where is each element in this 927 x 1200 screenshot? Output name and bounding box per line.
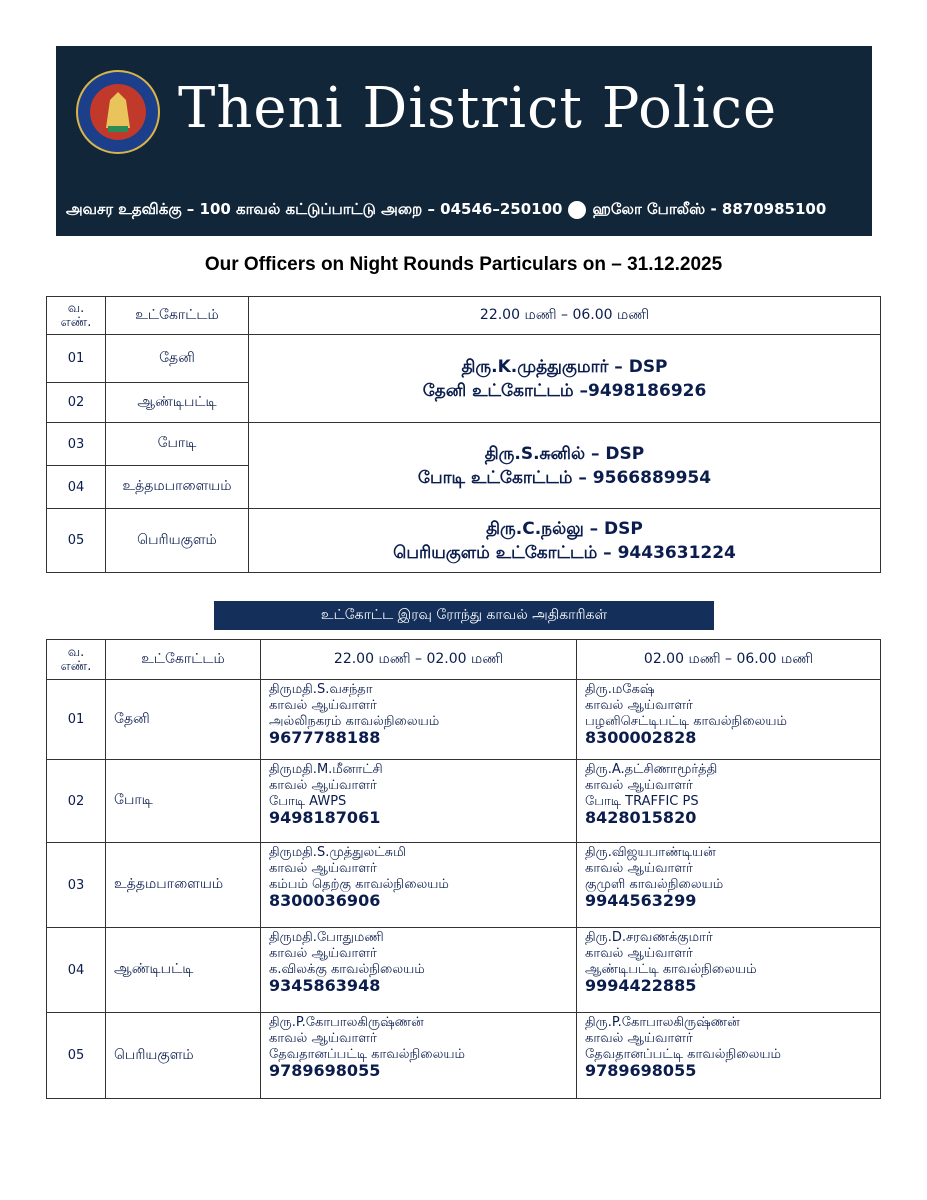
dsp-name: திரு.K.முத்துகுமார் – DSP [461, 356, 668, 377]
table-row [47, 680, 881, 760]
officer-cell-shift-1 [261, 680, 577, 760]
officer-rank: காவல் ஆய்வாளர் [269, 1031, 377, 1046]
officer-phone: 8300002828 [585, 728, 697, 747]
subdivision-cell: உத்தமபாளையம் [106, 843, 261, 928]
sno-cell: 04 [47, 928, 106, 1013]
header-shift-2: 02.00 மணி – 06.00 மணி [577, 640, 881, 680]
officer-station: குமுளி காவல்நிலையம் [585, 877, 724, 892]
dsp-cell [249, 509, 881, 573]
document-title: Our Officers on Night Rounds Particulars on – 31.12.2025 [204, 254, 723, 275]
officer-station: அல்லிநகரம் காவல்நிலையம் [269, 714, 440, 729]
header-sno-line1: வ. [67, 300, 85, 316]
dsp-contact: பெரியகுளம் உட்கோட்டம் – 9443631224 [393, 542, 736, 563]
header-time: 22.00 மணி – 06.00 மணி [249, 297, 881, 335]
header-banner [56, 46, 872, 236]
officer-phone: 9944563299 [585, 891, 697, 910]
table-row [47, 423, 881, 466]
officer-station: தேவதானப்பட்டி காவல்நிலையம் [269, 1047, 465, 1062]
officer-name: திருமதி.S.முத்துலட்சுமி [269, 845, 406, 860]
whatsapp-icon [568, 201, 586, 219]
officer-cell-shift-2 [577, 1013, 881, 1099]
header-subdivision: உட்கோட்டம் [106, 640, 261, 680]
sno-cell: 05 [47, 1013, 106, 1099]
sno-cell: 03 [47, 423, 106, 466]
officer-station: போடி TRAFFIC PS [585, 794, 699, 809]
dsp-cell [249, 423, 881, 509]
table-row [47, 509, 881, 573]
officer-cell-shift-1 [261, 928, 577, 1013]
officer-cell-shift-2 [577, 680, 881, 760]
sno-cell: 02 [47, 383, 106, 423]
officer-name: திருமதி.போதுமணி [269, 930, 384, 945]
officer-rank: காவல் ஆய்வாளர் [269, 698, 377, 713]
sno-cell: 01 [47, 680, 106, 760]
header-sno-line1: வ. [67, 644, 85, 660]
officer-phone: 9789698055 [269, 1061, 381, 1080]
officer-rank: காவல் ஆய்வாளர் [269, 778, 377, 793]
officer-cell-shift-1 [261, 760, 577, 843]
subdivision-cell: பெரியகுளம் [106, 509, 249, 573]
subdivision-cell: பெரியகுளம் [106, 1013, 261, 1099]
header-subdivision: உட்கோட்டம் [106, 297, 249, 335]
officer-rank: காவல் ஆய்வாளர் [585, 1031, 693, 1046]
officer-cell-shift-1 [261, 1013, 577, 1099]
header-shift-1: 22.00 மணி – 02.00 மணி [261, 640, 577, 680]
officer-name: திரு.P.கோபாலகிருஷ்ணன் [585, 1015, 740, 1030]
officer-phone: 9498187061 [269, 808, 381, 827]
dsp-contact: தேனி உட்கோட்டம் –9498186926 [422, 380, 707, 401]
officer-name: திரு.மகேஷ் [585, 682, 655, 697]
officer-station: தேவதானப்பட்டி காவல்நிலையம் [585, 1047, 781, 1062]
officer-cell-shift-2 [577, 843, 881, 928]
officer-name: திரு.A.தட்சிணாமூர்த்தி [585, 762, 718, 777]
banner-title: Theni District Police [178, 76, 778, 141]
officer-phone: 8300036906 [269, 891, 381, 910]
subdivision-cell: தேனி [106, 335, 249, 383]
helpline-hello-police-text: ஹலோ போலீஸ் - 8870985100 [592, 200, 827, 218]
officer-cell-shift-1 [261, 843, 577, 928]
section-title-bar: உட்கோட்ட இரவு ரோந்து காவல் அதிகாரிகள் [214, 601, 714, 630]
officer-name: திருமதி.S.வசந்தா [269, 682, 373, 697]
helpline-strip [66, 200, 826, 220]
officer-name: திரு.D.சரவணக்குமார் [585, 930, 713, 945]
header-sno-line2: எண். [60, 314, 92, 330]
dsp-cell [249, 335, 881, 423]
dsp-night-rounds-table [46, 296, 881, 573]
officer-name: திரு.விஜயபாண்டியன் [585, 845, 716, 860]
officer-rank: காவல் ஆய்வாளர் [269, 946, 377, 961]
helpline-emergency-text: அவசர உதவிக்கு – 100 காவல் கட்டுப்பாட்டு அறை – 04546–250100 [66, 200, 563, 218]
officer-station: பழனிசெட்டிபட்டி காவல்நிலையம் [585, 714, 788, 729]
header-sno-line2: எண். [60, 658, 92, 674]
officer-rank: காவல் ஆய்வாளர் [269, 861, 377, 876]
officer-name: திரு.P.கோபாலகிருஷ்ணன் [269, 1015, 424, 1030]
officer-cell-shift-2 [577, 928, 881, 1013]
subdivision-cell: போடி [106, 760, 261, 843]
officer-phone: 9994422885 [585, 976, 697, 995]
sno-cell: 03 [47, 843, 106, 928]
subdivision-cell: ஆண்டிபட்டி [106, 383, 249, 423]
officer-rank: காவல் ஆய்வாளர் [585, 861, 693, 876]
header-sno [47, 297, 106, 335]
sno-cell: 01 [47, 335, 106, 383]
sno-cell: 02 [47, 760, 106, 843]
officer-rank: காவல் ஆய்வாளர் [585, 946, 693, 961]
officer-rank: காவல் ஆய்வாளர் [585, 778, 693, 793]
table-row [47, 1013, 881, 1099]
table-row [47, 843, 881, 928]
dsp-contact: போடி உட்கோட்டம் – 9566889954 [417, 467, 712, 488]
officer-rank: காவல் ஆய்வாளர் [585, 698, 693, 713]
officer-station: க.விலக்கு காவல்நிலையம் [269, 962, 425, 977]
officer-station: ஆண்டிபட்டி காவல்நிலையம் [585, 962, 757, 977]
officer-phone: 9789698055 [585, 1061, 697, 1080]
table-row [47, 928, 881, 1013]
subdivision-cell: ஆண்டிபட்டி [106, 928, 261, 1013]
dsp-name: திரு.S.சுனில் – DSP [484, 443, 645, 464]
officer-name: திருமதி.M.மீனாட்சி [269, 762, 383, 777]
officer-station: போடி AWPS [269, 794, 347, 809]
table-header-row [47, 297, 881, 335]
officer-station: கம்பம் தெற்கு காவல்நிலையம் [269, 877, 449, 892]
officer-cell-shift-2 [577, 760, 881, 843]
table-header-row [47, 640, 881, 680]
tamilnadu-police-emblem-icon [76, 70, 160, 154]
table-row [47, 335, 881, 383]
inspector-night-rounds-table [46, 639, 881, 1099]
header-sno [47, 640, 106, 680]
subdivision-cell: உத்தமபாளையம் [106, 466, 249, 509]
sno-cell: 05 [47, 509, 106, 573]
officer-phone: 9677788188 [269, 728, 381, 747]
officer-phone: 8428015820 [585, 808, 697, 827]
table-row [47, 760, 881, 843]
officer-phone: 9345863948 [269, 976, 381, 995]
subdivision-cell: தேனி [106, 680, 261, 760]
sno-cell: 04 [47, 466, 106, 509]
subdivision-cell: போடி [106, 423, 249, 466]
dsp-name: திரு.C.நல்லு – DSP [486, 518, 643, 539]
